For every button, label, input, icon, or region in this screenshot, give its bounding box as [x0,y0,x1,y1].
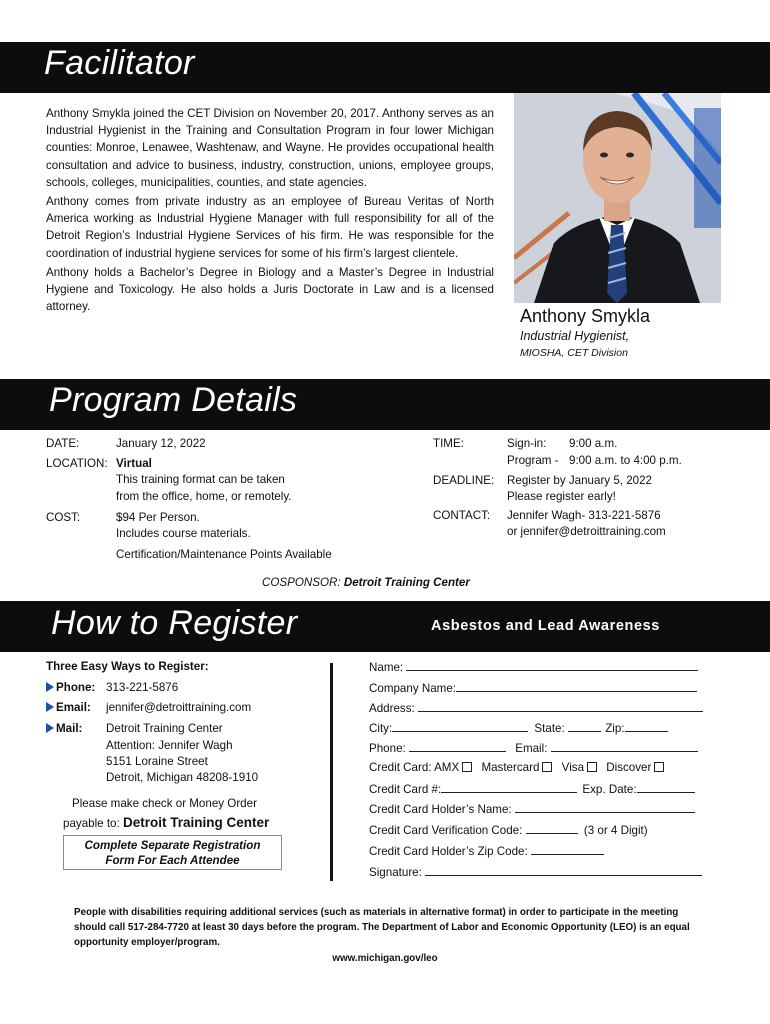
email-field[interactable] [551,741,698,752]
separate-form-note [63,835,282,870]
ways-title: Three Easy Ways to Register: [46,660,209,673]
register-header-band [0,601,770,652]
payable-to: Detroit Training Center [122,815,270,830]
facilitator-photo [514,93,721,303]
phone-field[interactable] [409,741,506,752]
visa-label: Visa [561,761,585,774]
arrow-right-icon [46,723,54,733]
phone-method-value[interactable]: 313-221-5876 [106,681,179,694]
company-label: Company Name: [369,682,456,695]
verification-note: (3 or 4 Digit) [583,824,648,837]
card-number-label: Credit Card #: [369,783,442,796]
date-label: DATE: [46,437,80,450]
program-time-label: Program - [507,454,559,467]
zip-field[interactable] [625,721,668,732]
facilitator-heading: Facilitator [44,44,195,82]
amx-checkbox[interactable] [462,762,472,772]
deadline-note: Please register early! [507,490,616,503]
facilitator-bio [46,105,494,317]
bio-paragraph: Anthony comes from private industry as an employee of Bureau Veritas of North America working as Industrial Hygiene Manager with full responsibility for all of the Detroit Region’s Industrial Hygiene Services of his firm. He was responsible for the coordination of industrial hygiene services for some of his firm’s largest clientele. [46,195,494,260]
signature-field[interactable] [425,865,702,876]
company-row [369,681,697,695]
register-divider [330,663,333,881]
deadline-value: Register by January 5, 2022 [507,474,653,487]
state-label: State: [534,722,565,735]
facilitator-org: MIOSHA, CET Division [520,347,628,359]
signature-row [369,865,702,879]
holder-name-field[interactable] [515,802,695,813]
accessibility-notice: People with disabilities requiring additional services (such as materials in alternative format) in order to participate in the meeting should call 517-284-7720 at least 30 days before the program. The Department of Labor and Economic Opportunity (LEO) is an equal opportunity employer/program. [74,907,690,948]
cost-value: $94 Per Person. [116,511,200,524]
holder-zip-label: Credit Card Holder’s Zip Code: [369,845,528,858]
mail-address-line: Attention: Jennifer Wagh [106,739,233,752]
phone-method [46,681,95,694]
verification-field[interactable] [526,823,578,834]
credit-card-type-row [369,761,664,774]
payable-line [63,815,269,830]
mail-address-line: Detroit Training Center [106,722,223,735]
program-time-value: 9:00 a.m. to 4:00 p.m. [569,454,682,467]
discover-checkbox[interactable] [654,762,664,772]
phone-label: Phone: [369,742,406,755]
email-method-label: Email: [56,701,91,714]
course-name: Asbestos and Lead Awareness [431,618,660,634]
signin-label: Sign-in: [507,437,547,450]
cosponsor-line [262,576,470,589]
credit-card-label: Credit Card: AMX [369,761,460,774]
verification-row [369,823,648,837]
holder-name-row [369,802,695,816]
phone-row [369,741,698,755]
name-field[interactable] [406,660,698,671]
register-heading: How to Register [51,604,298,642]
holder-zip-row [369,844,604,858]
zip-label: Zip: [605,722,625,735]
card-number-row [369,782,695,796]
location-label: LOCATION: [46,457,108,470]
card-number-field[interactable] [441,782,577,793]
cosponsor-value: Detroit Training Center [343,576,470,589]
email-method-value[interactable]: jennifer@detroittraining.com [106,701,252,714]
state-field[interactable] [568,721,601,732]
mastercard-label: Mastercard [481,761,540,774]
mail-method-label: Mail: [56,722,83,735]
program-header-band [0,379,770,430]
city-row [369,721,668,735]
exp-date-label: Exp. Date: [582,783,637,796]
email-label: Email: [515,742,548,755]
visa-checkbox[interactable] [587,762,597,772]
address-row [369,701,703,715]
facilitator-name: Anthony Smykla [520,306,651,326]
payable-label: payable to: [63,817,120,830]
city-label: City: [369,722,393,735]
contact-email[interactable]: or jennifer@detroittraining.com [507,525,666,538]
mail-address-line: Detroit, Michigan 48208-1910 [106,771,259,784]
time-label: TIME: [433,437,464,450]
cosponsor-label: COSPONSOR: [262,576,341,589]
location-value: Virtual [116,457,152,470]
company-field[interactable] [456,681,697,692]
facilitator-header-band [0,42,770,93]
holder-zip-field[interactable] [531,844,604,855]
deadline-label: DEADLINE: [433,474,495,487]
mail-method [46,722,82,735]
check-instructions: Please make check or Money Order [72,797,257,810]
signin-value: 9:00 a.m. [569,437,618,450]
mastercard-checkbox[interactable] [542,762,552,772]
city-field[interactable] [392,721,528,732]
cost-label: COST: [46,511,81,524]
bio-paragraph: Anthony Smykla joined the CET Division on November 20, 2017. Anthony serves as an Industrial Hygienist in the Training and Consultation Program in four lower Michigan counties: Monroe, Lenawee, Washtenaw, and Wayne. He provides occupational health consultation and advice to business, industry, construction, unions, employee groups, schools, colleges, municipalities, counties, and state agencies. [46,107,494,189]
cost-note: Includes course materials. [116,527,251,540]
holder-name-label: Credit Card Holder’s Name: [369,803,512,816]
footer-url[interactable]: www.michigan.gov/leo [332,953,438,964]
location-note: This training format can be taken [116,473,285,486]
certification-note: Certification/Maintenance Points Available [116,548,332,561]
address-label: Address: [369,702,415,715]
mail-address-line: 5151 Loraine Street [106,755,208,768]
date-value: January 12, 2022 [116,437,206,450]
discover-label: Discover [606,761,652,774]
contact-value: Jennifer Wagh- 313-221-5876 [507,509,661,522]
note-line: Form For Each Attendee [105,854,240,867]
program-heading: Program Details [49,381,298,419]
note-line: Complete Separate Registration [84,839,261,852]
name-label: Name: [369,661,404,674]
signature-label: Signature: [369,866,422,879]
bio-paragraph: Anthony holds a Bachelor’s Degree in Biology and a Master’s Degree in Industrial Hygiene and Toxicology. He also holds a Juris Doctorate in Law and is a licensed attorney. [46,265,494,314]
verification-label: Credit Card Verification Code: [369,824,523,837]
facilitator-title: Industrial Hygienist, [520,329,630,343]
phone-method-label: Phone: [56,681,96,694]
email-method [46,701,91,714]
location-note: from the office, home, or remotely. [116,490,292,503]
arrow-right-icon [46,702,54,712]
name-row [369,660,698,674]
exp-date-field[interactable] [637,782,695,793]
arrow-right-icon [46,682,54,692]
address-field[interactable] [418,701,703,712]
contact-label: CONTACT: [433,509,491,522]
